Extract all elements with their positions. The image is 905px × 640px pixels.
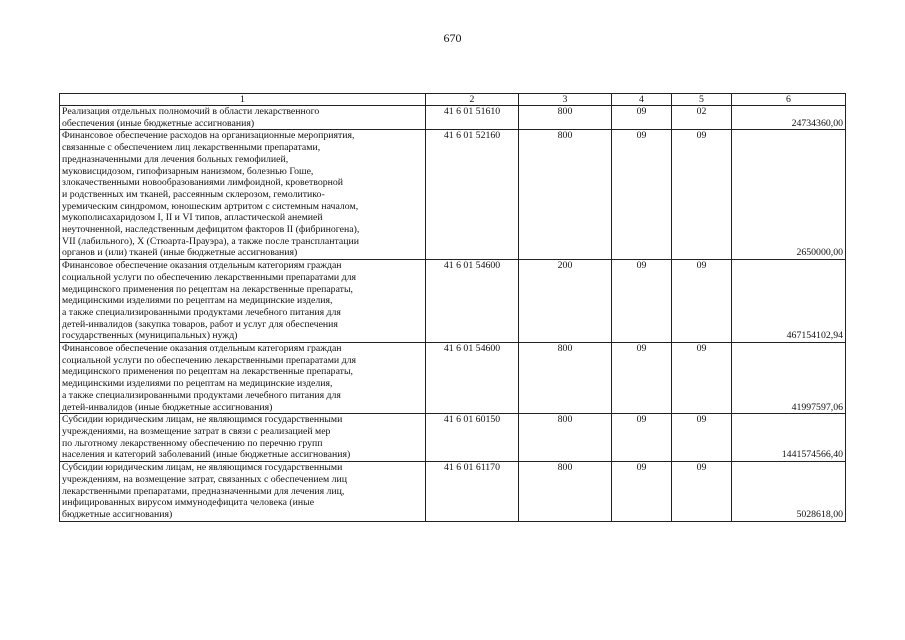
column-header-row <box>60 94 846 106</box>
row-description <box>60 130 426 260</box>
table-row <box>60 343 846 414</box>
description-line: а также специализированными продуктами лечебного питания для <box>62 389 341 401</box>
description-line: медицинского применения по рецептам на лекарственные препараты, <box>62 366 353 378</box>
description-line: органов и (или) тканей (иные бюджетные ассигнования) <box>62 247 298 259</box>
description-line: неуточненной, наследственным дефицитом факторов II (фибриногена), <box>62 224 360 236</box>
description-line: Финансовое обеспечение расходов на организационные мероприятия, <box>62 130 355 142</box>
description-line: Субсидии юридическим лицам, не являющимся государственными <box>62 414 343 426</box>
row-expense-type: 800 <box>519 462 612 522</box>
column-header: 1 <box>60 94 426 106</box>
row-target-code: 41 6 01 61170 <box>426 462 519 522</box>
description-line: детей-инвалидов (иные бюджетные ассигнования) <box>62 401 273 413</box>
column-header: 4 <box>612 94 672 106</box>
description-line: инфицированных вирусом иммунодефицита человека (иные <box>62 497 315 509</box>
description-line: а также специализированными продуктами лечебного питания для <box>62 306 341 318</box>
row-expense-type: 200 <box>519 260 612 343</box>
description-line: медицинскими изделиями по рецептам на медицинские изделия, <box>62 295 333 307</box>
description-line: населения и категорий заболеваний (иные бюджетные ассигнования) <box>62 449 351 461</box>
description-line: государственных (муниципальных) нужд) <box>62 330 238 342</box>
description-line: социальной услуги по обеспечению лекарственными препаратами для <box>62 271 356 283</box>
row-target-code: 41 6 01 60150 <box>426 414 519 462</box>
description-line: мукополисахаридозом I, II и VI типов, апластической анемией <box>62 212 323 224</box>
row-subsection: 02 <box>672 106 732 130</box>
row-section: 09 <box>612 462 672 522</box>
row-target-code: 41 6 01 51610 <box>426 106 519 130</box>
row-section: 09 <box>612 106 672 130</box>
row-subsection: 09 <box>672 462 732 522</box>
row-amount: 24734360,00 <box>732 106 846 130</box>
row-subsection: 09 <box>672 414 732 462</box>
row-amount: 467154102,94 <box>732 260 846 343</box>
description-line: бюджетные ассигнования) <box>62 508 173 520</box>
row-section: 09 <box>612 414 672 462</box>
column-header: 2 <box>426 94 519 106</box>
budget-table <box>59 93 846 522</box>
row-amount: 41997597,06 <box>732 343 846 414</box>
row-subsection: 09 <box>672 130 732 260</box>
description-line: уремическим синдромом, юношеским артритом с системным началом, <box>62 200 359 212</box>
description-line: злокачественными новообразованиями лимфоидной, кроветворной <box>62 177 343 189</box>
description-line: Финансовое обеспечение оказания отдельным категориям граждан <box>62 343 342 355</box>
description-line: детей-инвалидов (закупка товаров, работ и услуг для обеспечения <box>62 318 338 330</box>
row-expense-type: 800 <box>519 106 612 130</box>
description-line: социальной услуги по обеспечению лекарственными препаратами для <box>62 354 356 366</box>
column-header: 5 <box>672 94 732 106</box>
row-expense-type: 800 <box>519 343 612 414</box>
column-header: 6 <box>732 94 846 106</box>
table-body <box>60 94 846 522</box>
description-line: связанные с обеспечением лиц лекарственными препаратами, <box>62 142 321 154</box>
description-line: учреждениями, на возмещение затрат в связи с реализацией мер <box>62 425 331 437</box>
column-header: 3 <box>519 94 612 106</box>
row-target-code: 41 6 01 54600 <box>426 260 519 343</box>
row-subsection: 09 <box>672 260 732 343</box>
row-section: 09 <box>612 343 672 414</box>
row-subsection: 09 <box>672 343 732 414</box>
row-description <box>60 343 426 414</box>
description-line: Реализация отдельных полномочий в области лекарственного <box>62 106 320 117</box>
row-target-code: 41 6 01 54600 <box>426 343 519 414</box>
row-section: 09 <box>612 130 672 260</box>
description-line: предназначенными для лечения больных гемофилией, <box>62 153 289 165</box>
row-expense-type: 800 <box>519 130 612 260</box>
description-line: обеспечения (иные бюджетные ассигнования) <box>62 117 255 129</box>
row-description <box>60 106 426 130</box>
description-line: медицинского применения по рецептам на лекарственные препараты, <box>62 283 353 295</box>
description-line: и родственных им тканей, рассеянным склерозом, гемолитико- <box>62 188 325 200</box>
row-section: 09 <box>612 260 672 343</box>
row-description <box>60 260 426 343</box>
description-line: учреждениям, на возмещение затрат, связанных с обеспечением лиц <box>62 473 347 485</box>
description-line: VII (лабильного), X (Стюарта-Прауэра), а также после трансплантации <box>62 235 359 247</box>
description-line: медицинскими изделиями по рецептам на медицинские изделия, <box>62 378 333 390</box>
table-row <box>60 106 846 130</box>
row-description <box>60 462 426 522</box>
page-number: 670 <box>443 31 462 45</box>
description-line: Субсидии юридическим лицам, не являющимся государственными <box>62 462 343 474</box>
row-amount: 1441574566,40 <box>732 414 846 462</box>
row-amount: 5028618,00 <box>732 462 846 522</box>
description-line: лекарственными препаратами, предназначенными для лечения лиц, <box>62 485 345 497</box>
row-description <box>60 414 426 462</box>
description-line: по льготному лекарственному обеспечению по перечню групп <box>62 437 323 449</box>
table-row <box>60 130 846 260</box>
row-expense-type: 800 <box>519 414 612 462</box>
table-row <box>60 414 846 462</box>
table-row <box>60 260 846 343</box>
description-line: Финансовое обеспечение оказания отдельным категориям граждан <box>62 260 342 272</box>
row-target-code: 41 6 01 52160 <box>426 130 519 260</box>
table-row <box>60 462 846 522</box>
description-line: муковисцидозом, гипофизарным нанизмом, болезнью Гоше, <box>62 165 314 177</box>
row-amount: 2650000,00 <box>732 130 846 260</box>
